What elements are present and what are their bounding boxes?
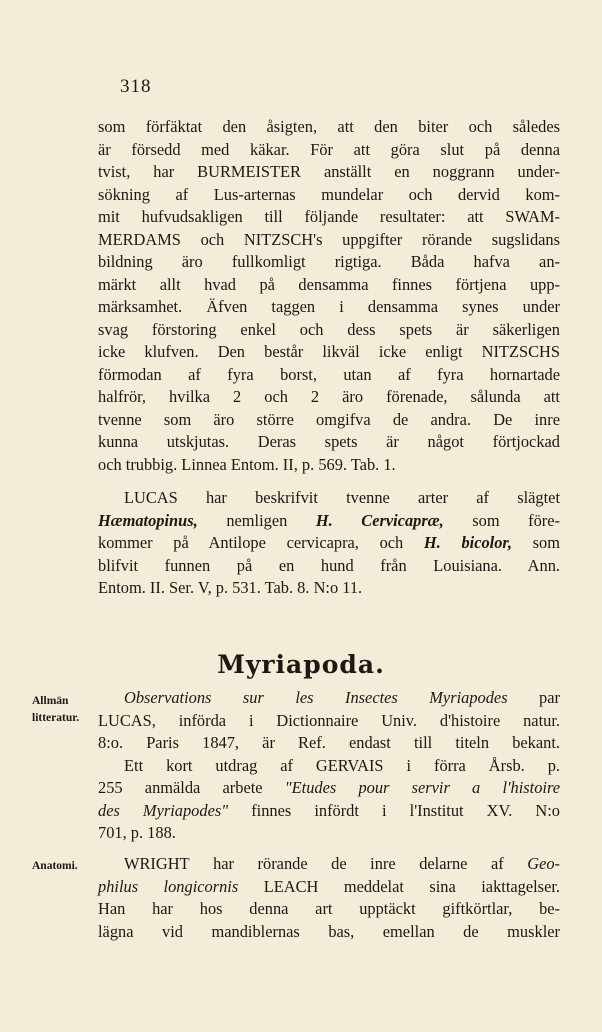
margin-note-allman: [32, 693, 79, 727]
text-line: sökning af Lus-arternas mundelar och dervid kom-: [98, 184, 560, 204]
paragraph-lucas: [98, 487, 560, 600]
text-line: kommer på Antilope cervicapra, och H. bicolor, som: [98, 533, 560, 552]
text-line: och trubbig. Linnea Entom. II, p. 569. Tab. 1.: [98, 454, 396, 474]
text-line: Han har hos denna art upptäckt giftkörtlar, be-: [98, 899, 560, 918]
section-title: Myriapoda.: [217, 650, 385, 679]
text-line: är försedd med käkar. För att göra slut på denna: [98, 139, 560, 159]
text-line: LUCAS har beskrifvit tvenne arter af slägtet: [124, 488, 560, 507]
text-line: 701, p. 188.: [98, 823, 176, 842]
text-line: WRIGHT har rörande de inre delarne af Geo-: [124, 854, 560, 873]
text-line: som förfäktat den åsigten, att den biter och således: [98, 117, 560, 136]
text-line: Ett kort utdrag af GERVAIS i förra Årsb. p.: [124, 755, 560, 775]
text-line: Hæmatopinus, nemligen H. Cervicapræ, som före-: [98, 510, 560, 530]
text-line: märkt allt hvad på densamma finnes förtjena upp-: [98, 274, 560, 294]
text-line: förmodan af fyra borst, utan af fyra hornartade: [98, 364, 560, 384]
text-line: 8:o. Paris 1847, är Ref. endast till titeln bekant.: [98, 733, 560, 752]
text-line: lägna vid mandiblernas bas, emellan de muskler: [98, 921, 560, 941]
paragraph-anatomi: [98, 853, 560, 943]
text-line: svag förstoring enkel och dess spets är säkerligen: [98, 319, 560, 339]
text-line: tvist, har BURMEISTER anställt en noggrann under-: [98, 162, 560, 181]
text-line: LUCAS, införda i Dictionnaire Univ. d'histoire natur.: [98, 710, 560, 730]
paragraph-main: [98, 116, 560, 476]
text-line: icke klufven. Den består likväl icke enligt NITZSCHS: [98, 342, 560, 361]
text-line: des Myriapodes" finnes infördt i l'Institut XV. N:o: [98, 800, 561, 820]
text-line: MERDAMS och NITZSCH's uppgifter rörande sugslidans: [98, 229, 560, 249]
text-line: bildning äro fullkomligt rigtiga. Båda hafva an-: [98, 252, 560, 271]
margin-note-line: Allmän: [32, 695, 69, 707]
paragraph-myriapoda: [98, 687, 560, 845]
margin-note-line: litteratur.: [32, 712, 80, 724]
text-line: mit hufvudsakligen till följande resultater: att SWAM-: [98, 207, 560, 226]
text-line: märksamhet. Äfven taggen i densamma synes under: [98, 297, 560, 316]
text-line: tvenne som äro större omgifva de andra. De inre: [98, 409, 560, 429]
text-line: Entom. II. Ser. V, p. 531. Tab. 8. N:o 11.: [98, 578, 363, 597]
page-number: 318: [120, 76, 152, 97]
text-line: philus longicornis LEACH meddelat sina iakttagelser.: [98, 876, 560, 896]
text-line: 255 anmälda arbete "Etudes pour servir a l'histoire: [98, 778, 560, 797]
text-line: blifvit funnen på en hund från Louisiana. Ann.: [98, 555, 560, 575]
text-line: kunna utskjutas. Deras spets är något förtjockad: [98, 432, 560, 451]
margin-note-anatomi: Anatomi.: [32, 860, 78, 872]
text-line: Observations sur les Insectes Myriapodes par: [124, 688, 560, 707]
text-line: halfrör, hvilka 2 och 2 äro förenade, sålunda att: [98, 387, 560, 406]
